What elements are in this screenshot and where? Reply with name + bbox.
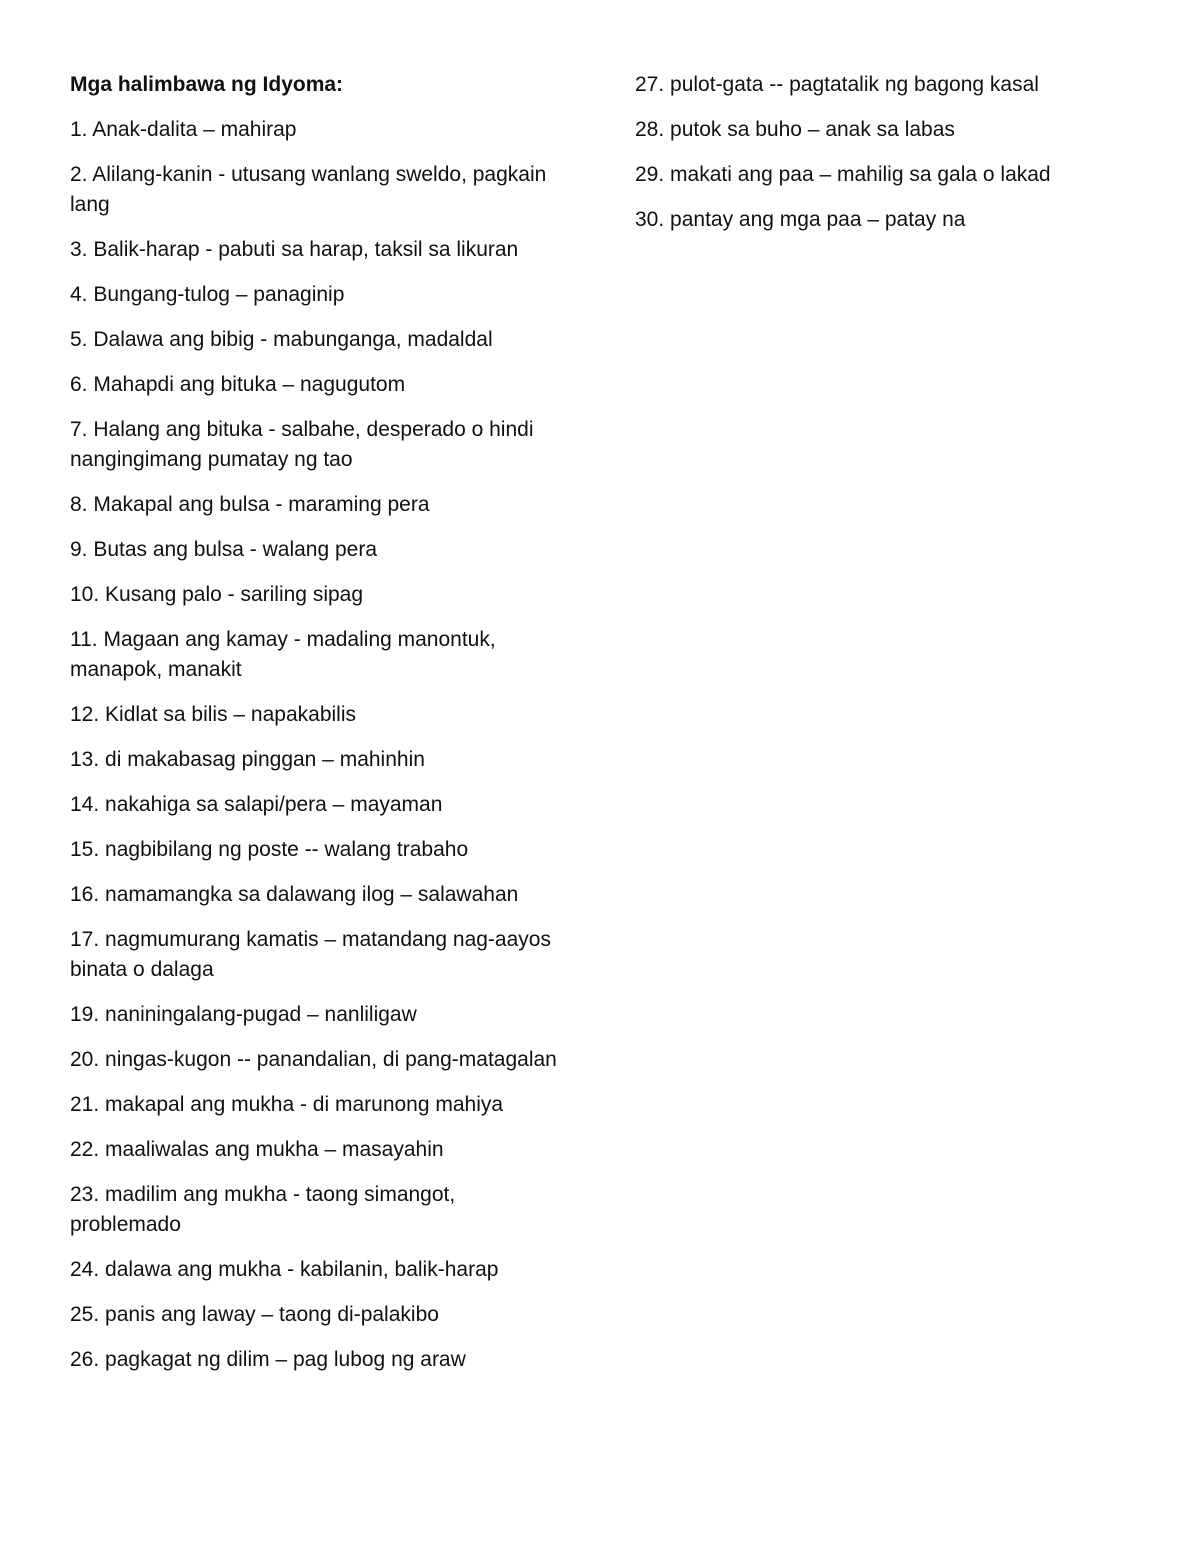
idiom-item-25: 25. panis ang laway – taong di-palakibo: [70, 1303, 439, 1326]
left-column: [70, 70, 562, 1390]
idiom-item-20: 20. ningas-kugon -- panandalian, di pang-matagalan: [70, 1048, 557, 1071]
idiom-item-5: 5. Dalawa ang bibig - mabunganga, madaldal: [70, 328, 493, 351]
idiom-item-28: 28. putok sa buho – anak sa labas: [635, 118, 955, 141]
idiom-item-1: 1. Anak-dalita – mahirap: [70, 118, 297, 141]
idiom-item-17: 17. nagmumurang kamatis – matandang nag-aayos binata o dalaga: [70, 928, 551, 981]
idiom-item-11: 11. Magaan ang kamay - madaling manontuk, manapok, manakit: [70, 628, 496, 681]
idiom-item-8: 8. Makapal ang bulsa - maraming pera: [70, 493, 430, 516]
idiom-item-26: 26. pagkagat ng dilim – pag lubog ng araw: [70, 1348, 466, 1371]
idiom-item-9: 9. Butas ang bulsa - walang pera: [70, 538, 378, 561]
page-title: Mga halimbawa ng Idyoma:: [70, 73, 344, 96]
idiom-item-2: 2. Alilang-kanin - utusang wanlang sweldo, pagkain lang: [70, 163, 547, 216]
right-column: [635, 70, 1130, 250]
idiom-item-29: 29. makati ang paa – mahilig sa gala o lakad: [635, 163, 1051, 186]
idiom-item-23: 23. madilim ang mukha - taong simangot, problemado: [70, 1183, 456, 1236]
idiom-item-14: 14. nakahiga sa salapi/pera – mayaman: [70, 793, 443, 816]
idiom-item-10: 10. Kusang palo - sariling sipag: [70, 583, 364, 606]
idiom-item-3: 3. Balik-harap - pabuti sa harap, taksil sa likuran: [70, 238, 519, 261]
idiom-item-12: 12. Kidlat sa bilis – napakabilis: [70, 703, 357, 726]
idiom-item-24: 24. dalawa ang mukha - kabilanin, balik-harap: [70, 1258, 499, 1281]
idiom-item-4: 4. Bungang-tulog – panaginip: [70, 283, 345, 306]
idiom-item-6: 6. Mahapdi ang bituka – nagugutom: [70, 373, 406, 396]
idiom-item-22: 22. maaliwalas ang mukha – masayahin: [70, 1138, 444, 1161]
idiom-item-27: 27. pulot-gata -- pagtatalik ng bagong kasal: [635, 73, 1039, 96]
idiom-item-30: 30. pantay ang mga paa – patay na: [635, 208, 966, 231]
idiom-item-21: 21. makapal ang mukha - di marunong mahiya: [70, 1093, 504, 1116]
idiom-item-13: 13. di makabasag pinggan – mahinhin: [70, 748, 425, 771]
idiom-item-15: 15. nagbibilang ng poste -- walang trabaho: [70, 838, 469, 861]
idiom-item-16: 16. namamangka sa dalawang ilog – salawahan: [70, 883, 519, 906]
idiom-item-7: 7. Halang ang bituka - salbahe, desperado o hindi nangingimang pumatay ng tao: [70, 418, 534, 471]
idiom-item-19: 19. naniningalang-pugad – nanliligaw: [70, 1003, 417, 1026]
